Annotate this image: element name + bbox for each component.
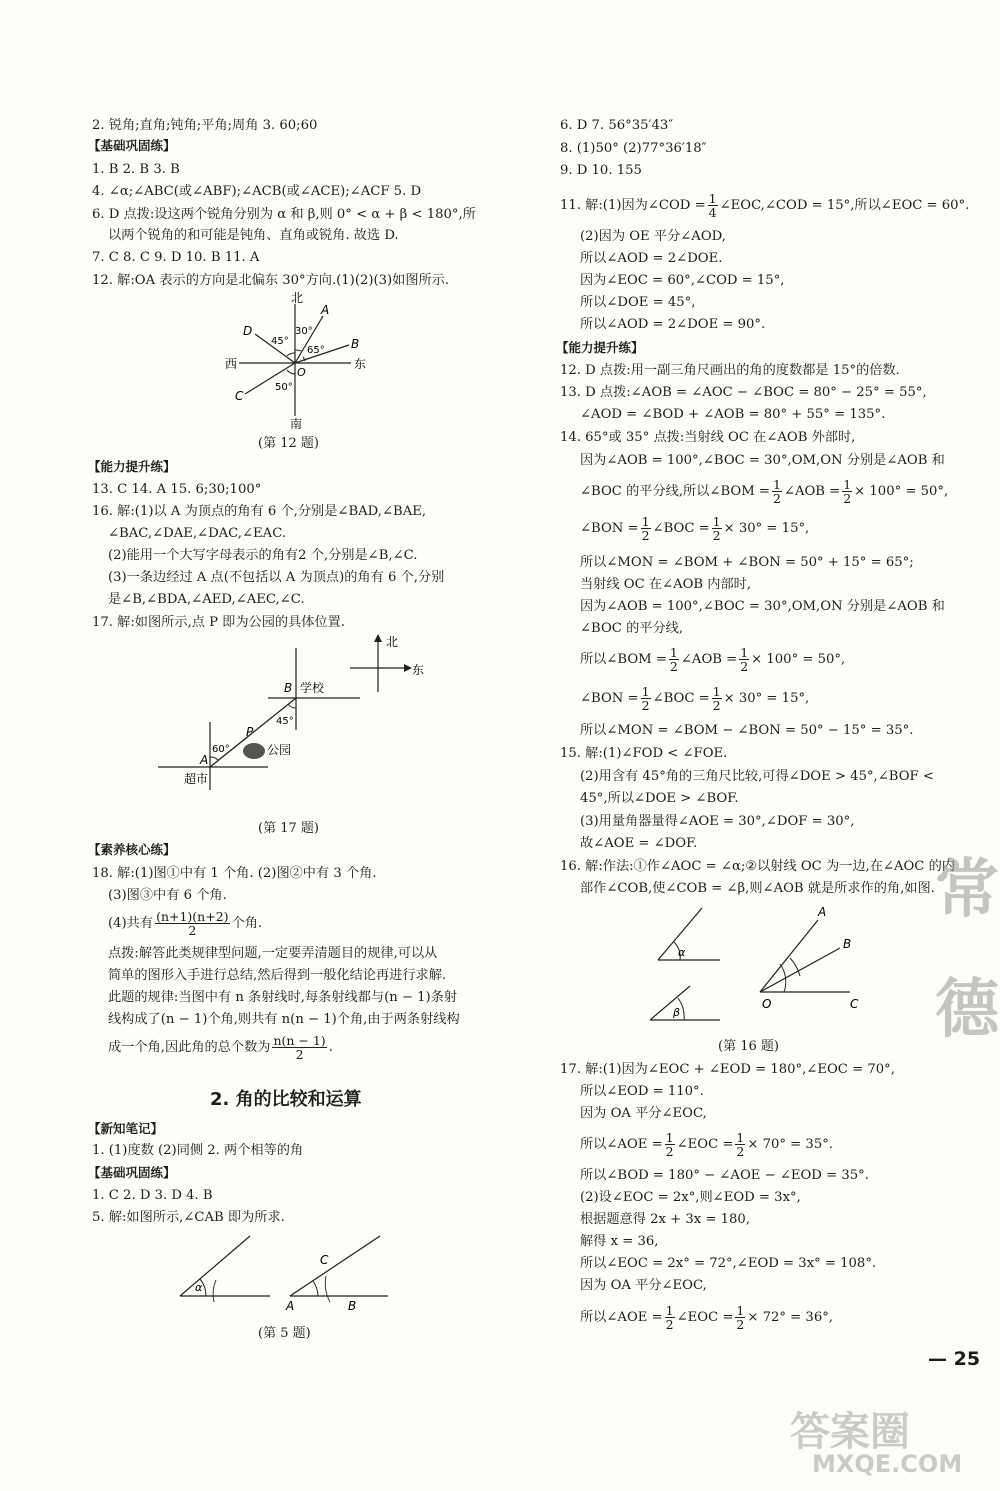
- fig16-label-O: O: [762, 997, 772, 1011]
- answer-line: [580, 513, 809, 545]
- figure-5-caption: (第 5 题): [258, 1326, 311, 1341]
- text: × 30° = 15°,: [723, 691, 810, 706]
- page-number: — 25: [928, 1348, 981, 1370]
- fig17-park: 公园: [267, 743, 292, 757]
- answer-line: 因为∠EOC = 60°,∠COD = 15°,: [580, 273, 785, 288]
- numerator: 1: [740, 645, 749, 660]
- text: ∠BOC 的平分线,所以∠BOM =: [580, 484, 770, 499]
- answer-line: 12. D 点拨:用一副三角尺画出的角的度数都是 15°的倍数.: [560, 363, 900, 378]
- answer-line: 16. 解:作法:①作∠AOC = ∠α;②以射线 OC 为一边,在∠AOC 的内: [560, 859, 955, 874]
- denominator: 2: [641, 528, 650, 543]
- fig16-label-B: B: [843, 937, 852, 951]
- answer-line: 简单的图形入手进行总结,然后得到一般化结论再进行求解.: [108, 968, 447, 983]
- denominator: 2: [772, 491, 781, 506]
- numerator: (n+1)(n+2): [156, 909, 229, 924]
- text: ∠AOB =: [680, 652, 738, 667]
- numerator: 1: [712, 514, 721, 529]
- answer-line: (3)一条边经过 A 点(不包括以 A 为顶点)的角有 6 个,分别: [108, 570, 445, 585]
- text: .: [328, 1040, 333, 1055]
- figure-12-compass: [215, 290, 375, 430]
- text: ∠BON =: [580, 521, 639, 536]
- answer-line: (2)能用一个大写字母表示的角有2 个,分别是∠B,∠C.: [108, 548, 418, 563]
- answer-line: 8. (1)50° (2)77°36′18″: [560, 141, 707, 156]
- answer-line: 16. 解:(1)以 A 为顶点的角有 6 个,分别是∠BAD,∠BAE,: [92, 504, 427, 519]
- numerator: n(n − 1): [273, 1033, 326, 1048]
- answer-line: [108, 908, 262, 940]
- answer-line: 根据题意得 2x + 3x = 180,: [580, 1212, 751, 1227]
- fraction: [735, 1304, 745, 1331]
- text: × 30° = 15°,: [723, 521, 810, 536]
- numerator: 1: [665, 1130, 674, 1145]
- answer-line: (2)因为 OE 平分∠AOD,: [580, 229, 726, 244]
- text: 所以∠BOM =: [580, 652, 667, 667]
- fraction: [739, 646, 749, 673]
- figure-12-caption: (第 12 题): [258, 436, 319, 451]
- section-header: 【能力提升练】: [556, 340, 644, 355]
- answer-line: 所以∠AOD = 2∠DOE.: [580, 251, 723, 266]
- numerator: 1: [712, 684, 721, 699]
- text: × 100° = 50°,: [854, 484, 949, 499]
- answer-line: 2. 锐角;直角;钝角;平角;周角 3. 60;60: [92, 118, 318, 133]
- section-header: 【能力提升练】: [88, 459, 176, 474]
- text: 成一个角,因此角的总个数为: [108, 1040, 271, 1055]
- answer-line: 是∠B,∠BDA,∠AED,∠AEC,∠C.: [108, 592, 305, 607]
- watermark-url: MXQE.COM: [812, 1450, 963, 1478]
- fig5-alpha: α: [195, 1281, 203, 1294]
- section-header: 【新知笔记】: [88, 1121, 164, 1136]
- fig12-west: 西: [225, 357, 238, 371]
- answer-line: 12. 解:OA 表示的方向是北偏东 30°方向.(1)(2)(3)如图所示.: [92, 273, 450, 288]
- answer-line: [580, 683, 809, 715]
- answer-line: 此题的规律:当图中有 n 条射线时,每条射线都与(n − 1)条射: [108, 990, 458, 1005]
- fig5-label-A: A: [286, 1299, 295, 1313]
- fig12-east: 东: [354, 357, 367, 371]
- watermark-logo: 答案圈: [790, 1409, 910, 1455]
- text: 个角.: [231, 916, 263, 931]
- answer-line: 因为 OA 平分∠EOC,: [580, 1106, 707, 1121]
- answer-line: 以两个锐角的和可能是钝角、直角或锐角. 故选 D.: [108, 228, 399, 243]
- fig12-label-O: O: [297, 366, 306, 379]
- answer-line: 所以∠BOD = 180° − ∠AOE − ∠EOD = 35°.: [580, 1168, 869, 1183]
- fraction: [272, 1034, 326, 1061]
- answer-line: (2)用含有 45°角的三角尺比较,可得∠DOE > 45°,∠BOF <: [580, 769, 934, 784]
- denominator: 2: [665, 1144, 674, 1159]
- answer-line: ∠AOD = ∠BOD + ∠AOB = 80° + 55° = 135°.: [580, 407, 886, 422]
- answer-line: ∠BAC,∠DAE,∠DAC,∠EAC.: [108, 526, 287, 541]
- fraction: [712, 515, 722, 542]
- answer-line: [580, 476, 948, 508]
- answer-line: 4. ∠α;∠ABC(或∠ABF);∠ACB(或∠ACE);∠ACF 5. D: [92, 184, 422, 199]
- answer-line: 因为 OA 平分∠EOC,: [580, 1278, 707, 1293]
- answer-line: 部作∠COB,使∠COB = ∠β,则∠AOB 就是所求作的角,如图.: [580, 881, 935, 896]
- fig16-beta: β: [673, 1006, 681, 1019]
- fig17-east: 东: [412, 663, 425, 677]
- answer-line: [108, 1032, 333, 1064]
- numerator: 1: [736, 1130, 745, 1145]
- answer-line: 因为∠AOB = 100°,∠BOC = 30°,OM,ON 分别是∠AOB 和: [580, 453, 945, 468]
- denominator: 2: [641, 698, 650, 713]
- fig17-market: 超市: [184, 772, 209, 786]
- fraction: [842, 478, 852, 505]
- answer-line: (3)用量角器量得∠AOE = 30°,∠DOF = 30°,: [580, 814, 855, 829]
- figure-17-map: [150, 630, 440, 810]
- fraction: [641, 515, 651, 542]
- fraction: [735, 1131, 745, 1158]
- answer-line: 17. 解:(1)因为∠EOC + ∠EOD = 180°,∠EOC = 70°,: [560, 1062, 895, 1077]
- denominator: 2: [736, 1317, 745, 1332]
- answer-line: 解得 x = 36,: [580, 1234, 659, 1249]
- answer-line: 5. 解:如图所示,∠CAB 即为所求.: [92, 1210, 285, 1225]
- fig17-north: 北: [386, 635, 399, 649]
- section-title: 2. 角的比较和运算: [210, 1089, 362, 1110]
- answer-line: 13. D 点拨:∠AOB = ∠AOC − ∠BOC = 80° − 25° = 55°,: [560, 385, 927, 400]
- text: × 72° = 36°,: [747, 1310, 833, 1325]
- text: 11. 解:(1)因为∠COD =: [560, 198, 706, 213]
- fig12-angle-30: 30°: [295, 326, 313, 337]
- answer-line: 点拨:解答此类规律型问题,一定要弄清题目的规律,可以从: [108, 946, 438, 961]
- text: × 70° = 35°.: [747, 1137, 833, 1152]
- fig17-school: 学校: [300, 681, 325, 695]
- figure-16-caption: (第 16 题): [718, 1039, 779, 1054]
- answer-line: 14. 65°或 35° 点拨:当射线 OC 在∠AOB 外部时,: [560, 430, 856, 445]
- denominator: 2: [188, 923, 197, 938]
- numerator: 1: [665, 1303, 674, 1318]
- fig12-south: 南: [290, 417, 303, 430]
- answer-line: 所以∠DOE = 45°,: [580, 295, 696, 310]
- fraction: [712, 685, 722, 712]
- answer-line: 故∠AOE = ∠DOF.: [580, 836, 698, 851]
- numerator: 1: [641, 684, 650, 699]
- answer-line: 线构成了(n − 1)个角,则共有 n(n − 1)个角,由于两条射线构: [108, 1012, 460, 1027]
- fig17-angle-45: 45°: [276, 716, 294, 727]
- fig12-label-C: C: [235, 389, 244, 403]
- section-header: 【素养核心练】: [88, 842, 176, 857]
- fig12-angle-45: 45°: [271, 336, 289, 347]
- text: ∠EOC =: [676, 1137, 734, 1152]
- text: ∠EOC =: [676, 1310, 734, 1325]
- answer-line: 7. C 8. C 9. D 10. B 11. A: [92, 250, 260, 265]
- text: (4)共有: [108, 916, 154, 931]
- answer-line: 因为∠AOB = 100°,∠BOC = 30°,OM,ON 分别是∠AOB 和: [580, 599, 945, 614]
- answer-line: 18. 解:(1)图①中有 1 个角. (2)图②中有 3 个角.: [92, 866, 377, 881]
- answer-line: (2)设∠EOC = 2x°,则∠EOD = 3x°,: [580, 1190, 801, 1205]
- answer-line: 所以∠MON = ∠BOM − ∠BON = 50° − 15° = 35°.: [580, 723, 914, 738]
- text: ∠BON =: [580, 691, 639, 706]
- denominator: 2: [843, 491, 852, 506]
- fig17-label-A: A: [200, 753, 209, 767]
- denominator: 2: [712, 528, 721, 543]
- fig16-alpha: α: [678, 946, 686, 959]
- denominator: 2: [736, 1144, 745, 1159]
- denominator: 2: [712, 698, 721, 713]
- answer-line: 6. D 7. 56°35′43″: [560, 118, 674, 133]
- fig12-angle-50: 50°: [275, 382, 293, 393]
- answer-line: [560, 190, 969, 222]
- denominator: 2: [740, 659, 749, 674]
- numerator: 1: [736, 1303, 745, 1318]
- text: ∠BOC =: [652, 691, 710, 706]
- numerator: 1: [641, 514, 650, 529]
- denominator: 2: [665, 1317, 674, 1332]
- answer-line: [580, 1302, 833, 1334]
- numerator: 1: [708, 191, 717, 206]
- fig12-angle-65: 65°: [307, 345, 325, 356]
- figure-16: [640, 900, 870, 1030]
- text: × 100° = 50°,: [751, 652, 846, 667]
- answer-line: 17. 解:如图所示,点 P 即为公园的具体位置.: [92, 615, 346, 630]
- answer-line: 1. (1)度数 (2)同侧 2. 两个相等的角: [92, 1143, 304, 1158]
- fig16-label-A: A: [818, 905, 827, 919]
- answer-line: 13. C 14. A 15. 6;30;100°: [92, 482, 262, 497]
- fig12-label-D: D: [243, 324, 253, 338]
- numerator: 1: [669, 645, 678, 660]
- fraction: [665, 1304, 675, 1331]
- answer-line: 所以∠EOD = 110°.: [580, 1084, 704, 1099]
- fraction: [641, 685, 651, 712]
- section-header: 【基础巩固练】: [88, 138, 176, 153]
- denominator: 2: [295, 1047, 304, 1062]
- answer-line: 15. 解:(1)∠FOD < ∠FOE.: [560, 746, 728, 761]
- text: 所以∠AOE =: [580, 1310, 663, 1325]
- fig12-label-A: A: [321, 303, 330, 317]
- answer-line: 1. C 2. D 3. D 4. B: [92, 1188, 213, 1203]
- answer-line: 所以∠MON = ∠BOM + ∠BON = 50° + 15° = 65°;: [580, 555, 914, 570]
- fig5-label-C: C: [320, 1253, 329, 1267]
- fraction: [708, 192, 718, 219]
- answer-line: ∠BOC 的平分线,: [580, 621, 684, 636]
- fraction: [155, 910, 229, 937]
- section-header: 【基础巩固练】: [88, 1165, 176, 1180]
- fig5-label-B: B: [348, 1299, 357, 1313]
- answer-line: 所以∠EOC = 2x° = 72°,∠EOD = 3x° = 108°.: [580, 1256, 877, 1271]
- answer-line: 45°,所以∠DOE > ∠BOF.: [580, 791, 739, 806]
- fig17-label-P: P: [246, 725, 254, 739]
- denominator: 4: [708, 205, 717, 220]
- figure-5: [150, 1228, 390, 1318]
- denominator: 2: [669, 659, 678, 674]
- text: ∠EOC,∠COD = 15°,所以∠EOC = 60°.: [719, 198, 970, 213]
- text: ∠AOB =: [783, 484, 841, 499]
- fig17-label-B: B: [284, 681, 293, 695]
- fig16-label-C: C: [850, 997, 859, 1011]
- answer-line: 6. D 点拨:设这两个锐角分别为 α 和 β,则 0° < α + β < 180°,所: [92, 207, 476, 222]
- answer-line: [580, 644, 845, 676]
- answer-line: (3)图③中有 6 个角.: [108, 888, 227, 903]
- numerator: 1: [772, 477, 781, 492]
- answer-line: [580, 1129, 833, 1161]
- answer-line: 当射线 OC 在∠AOB 内部时,: [580, 577, 752, 592]
- text: ∠BOC =: [652, 521, 710, 536]
- answer-line: 所以∠AOD = 2∠DOE = 90°.: [580, 317, 766, 332]
- fig17-angle-60: 60°: [212, 744, 230, 755]
- fig12-north: 北: [291, 291, 304, 305]
- numerator: 1: [843, 477, 852, 492]
- figure-17-caption: (第 17 题): [258, 821, 319, 836]
- fraction: [665, 1131, 675, 1158]
- fraction: [669, 646, 679, 673]
- side-watermark: 常德: [935, 853, 999, 1047]
- text: 所以∠AOE =: [580, 1137, 663, 1152]
- answer-line: 1. B 2. B 3. B: [92, 162, 180, 177]
- fig12-label-B: B: [351, 337, 360, 351]
- answer-line: 9. D 10. 155: [560, 163, 642, 178]
- fraction: [772, 478, 782, 505]
